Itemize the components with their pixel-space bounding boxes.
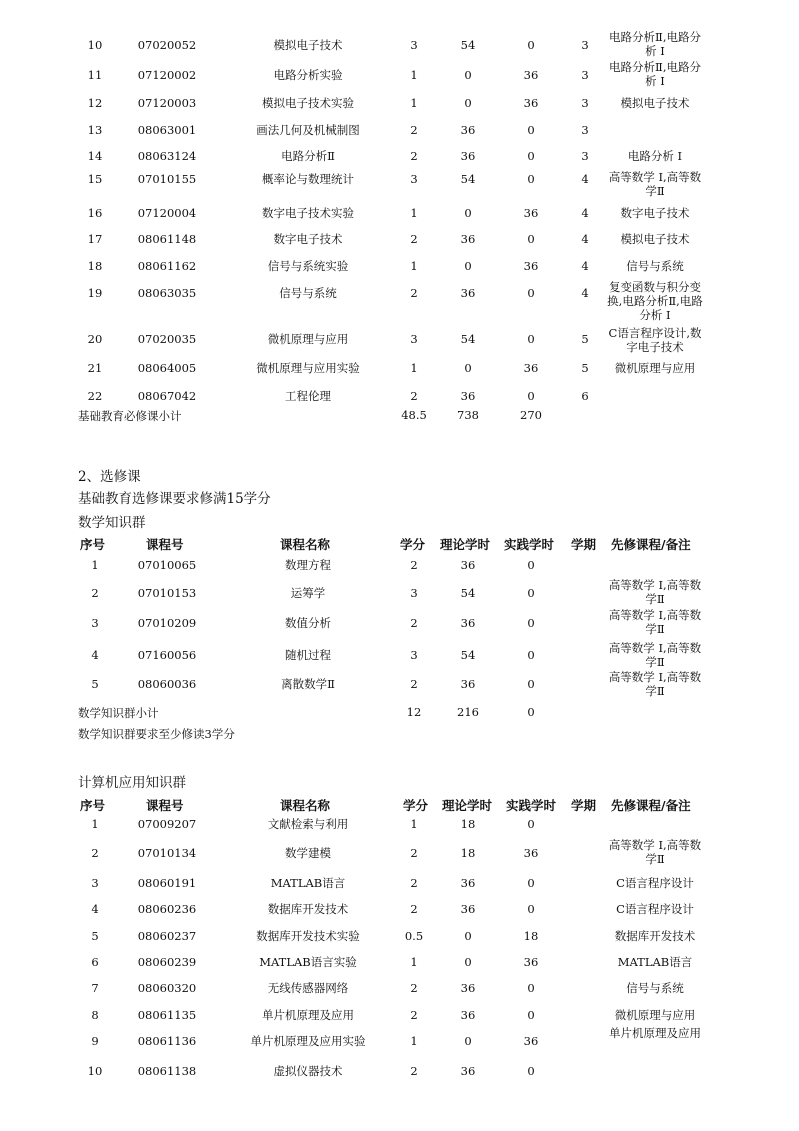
required-course-code: 08063035: [137, 286, 197, 300]
math-credit: 3: [410, 648, 418, 662]
computer-practice-hours: 0: [527, 817, 535, 831]
math-practice-hours: 0: [527, 558, 535, 572]
required-row-no: 16: [87, 206, 103, 220]
computer-credit: 2: [410, 1008, 418, 1022]
math-credit: 2: [410, 558, 418, 572]
math-theory-hours: 36: [460, 616, 476, 630]
computer-practice-hours: 0: [527, 902, 535, 916]
computer-course-name: 文献检索与利用: [267, 817, 349, 831]
required-theory-hours: 36: [460, 286, 476, 300]
computer-theory-hours: 36: [460, 876, 476, 890]
computer-theory-hours: 0: [464, 955, 472, 969]
required-course-code: 08067042: [137, 389, 197, 403]
math-course-code: 07010209: [137, 616, 197, 630]
computer-course-name: 单片机原理及应用实验: [250, 1034, 366, 1048]
math-prerequisite: 高等数学 Ⅰ,高等数学Ⅱ: [608, 641, 702, 669]
required-credit: 1: [410, 361, 418, 375]
computer-prerequisite: 单片机原理及应用: [609, 1026, 701, 1040]
math-subtotal-practice: 0: [527, 705, 535, 719]
math-course-name: 运筹学: [290, 586, 326, 600]
computer-credit: 2: [410, 1064, 418, 1078]
computer-practice-hours: 0: [527, 1008, 535, 1022]
required-credit: 2: [410, 232, 418, 246]
required-row-no: 18: [87, 259, 103, 273]
math-header-theory: 理论学时: [440, 537, 491, 552]
math-row-no: 4: [91, 648, 99, 662]
required-practice-hours: 36: [523, 96, 539, 110]
required-course-name: 电路分析实验: [273, 68, 343, 82]
required-credit: 1: [410, 96, 418, 110]
required-prerequisite: 微机原理与应用: [614, 361, 696, 375]
computer-prerequisite: C语言程序设计: [616, 876, 694, 890]
computer-header-theory: 理论学时: [442, 798, 493, 813]
computer-row-no: 10: [87, 1064, 103, 1078]
required-prerequisite: 电路分析Ⅱ,电路分析 Ⅰ: [609, 60, 701, 88]
required-theory-hours: 36: [460, 232, 476, 246]
required-course-name: 信号与系统实验: [267, 259, 349, 273]
required-course-name: 电路分析Ⅱ: [281, 149, 335, 163]
computer-practice-hours: 36: [523, 1034, 539, 1048]
required-term: 5: [581, 361, 589, 375]
math-course-name: 数理方程: [285, 558, 331, 572]
required-row-no: 15: [87, 172, 103, 186]
computer-row-no: 4: [91, 902, 99, 916]
math-theory-hours: 54: [460, 586, 476, 600]
required-credit: 2: [410, 389, 418, 403]
required-theory-hours: 36: [460, 149, 476, 163]
computer-course-name: 数据库开发技术: [267, 902, 349, 916]
math-course-code: 08060036: [137, 677, 197, 691]
computer-row-no: 9: [91, 1034, 99, 1048]
math-row-no: 5: [91, 677, 99, 691]
required-course-name: 微机原理与应用实验: [256, 361, 360, 375]
required-course-code: 08063001: [137, 123, 197, 137]
required-course-name: 画法几何及机械制图: [256, 123, 360, 137]
required-row-no: 14: [87, 149, 103, 163]
required-prerequisite: 高等数学 Ⅰ,高等数学Ⅱ: [608, 170, 702, 198]
computer-course-name: 虚拟仪器技术: [273, 1064, 343, 1078]
required-course-code: 07120002: [137, 68, 197, 82]
required-prerequisite: 电路分析 Ⅰ: [627, 149, 683, 163]
math-course-name: 随机过程: [285, 648, 331, 662]
required-subtotal-credit: 48.5: [401, 408, 427, 422]
computer-practice-hours: 18: [523, 929, 539, 943]
computer-theory-hours: 0: [464, 929, 472, 943]
required-course-code: 08063124: [137, 149, 197, 163]
math-row-no: 2: [91, 586, 99, 600]
math-header-name: 课程名称: [280, 537, 331, 552]
computer-course-name: 单片机原理及应用: [262, 1008, 354, 1022]
computer-prerequisite: 信号与系统: [626, 981, 684, 995]
required-credit: 3: [410, 332, 418, 346]
math-practice-hours: 0: [527, 616, 535, 630]
computer-course-code: 08060191: [137, 876, 197, 890]
required-course-code: 07120003: [137, 96, 197, 110]
computer-prerequisite: 微机原理与应用: [614, 1008, 696, 1022]
math-subtotal-credit: 12: [406, 705, 422, 719]
computer-credit: 2: [410, 981, 418, 995]
required-theory-hours: 36: [460, 389, 476, 403]
computer-row-no: 7: [91, 981, 99, 995]
computer-theory-hours: 18: [460, 817, 476, 831]
required-course-name: 概率论与数理统计: [262, 172, 354, 186]
required-practice-hours: 0: [527, 286, 535, 300]
required-prerequisite: 电路分析Ⅱ,电路分析 Ⅰ: [609, 30, 701, 58]
computer-course-code: 08061138: [137, 1064, 197, 1078]
math-prerequisite: 高等数学 Ⅰ,高等数学Ⅱ: [608, 670, 702, 698]
computer-course-code: 08060320: [137, 981, 197, 995]
computer-credit: 0.5: [404, 929, 424, 943]
computer-theory-hours: 36: [460, 1064, 476, 1078]
required-term: 6: [581, 389, 589, 403]
computer-credit: 2: [410, 876, 418, 890]
required-theory-hours: 0: [464, 259, 472, 273]
required-row-no: 11: [87, 68, 103, 82]
computer-practice-hours: 0: [527, 876, 535, 890]
required-prerequisite: 模拟电子技术: [620, 96, 690, 110]
required-row-no: 20: [87, 332, 103, 346]
math-header-credit: 学分: [400, 537, 426, 552]
required-practice-hours: 0: [527, 389, 535, 403]
computer-practice-hours: 0: [527, 981, 535, 995]
required-theory-hours: 36: [460, 123, 476, 137]
math-practice-hours: 0: [527, 648, 535, 662]
required-course-name: 数字电子技术实验: [262, 206, 354, 220]
math-group-title: 数学知识群: [78, 515, 146, 531]
math-theory-hours: 36: [460, 677, 476, 691]
required-course-code: 08061162: [137, 259, 197, 273]
math-subtotal-theory: 216: [457, 705, 479, 719]
computer-theory-hours: 18: [460, 846, 476, 860]
required-practice-hours: 0: [527, 149, 535, 163]
math-row-no: 1: [91, 558, 99, 572]
computer-theory-hours: 36: [460, 981, 476, 995]
required-practice-hours: 0: [527, 123, 535, 137]
required-practice-hours: 0: [527, 332, 535, 346]
math-course-name: 数值分析: [285, 616, 331, 630]
computer-course-name: 数学建模: [285, 846, 331, 860]
math-header-practice: 实践学时: [504, 537, 555, 552]
math-subtotal-label: 数学知识群小计: [78, 706, 159, 720]
required-row-no: 22: [87, 389, 103, 403]
required-course-code: 07120004: [137, 206, 197, 220]
required-credit: 1: [410, 206, 418, 220]
computer-course-code: 08060236: [137, 902, 197, 916]
required-course-name: 微机原理与应用: [267, 332, 349, 346]
computer-row-no: 2: [91, 846, 99, 860]
math-prerequisite: 高等数学 Ⅰ,高等数学Ⅱ: [608, 608, 702, 636]
computer-theory-hours: 36: [460, 1008, 476, 1022]
computer-header-prereq: 先修课程/备注: [611, 798, 691, 813]
computer-prerequisite: 数据库开发技术: [614, 929, 696, 943]
computer-course-name: MATLAB语言: [270, 876, 346, 890]
required-course-name: 信号与系统: [279, 286, 337, 300]
required-theory-hours: 54: [460, 38, 476, 52]
required-prerequisite: 信号与系统: [626, 259, 684, 273]
required-theory-hours: 0: [464, 96, 472, 110]
computer-credit: 1: [410, 817, 418, 831]
required-course-name: 数字电子技术: [273, 232, 343, 246]
computer-theory-hours: 36: [460, 902, 476, 916]
computer-credit: 2: [410, 902, 418, 916]
required-course-name: 模拟电子技术: [273, 38, 343, 52]
math-course-code: 07010153: [137, 586, 197, 600]
required-practice-hours: 0: [527, 38, 535, 52]
required-practice-hours: 36: [523, 259, 539, 273]
computer-credit: 1: [410, 955, 418, 969]
required-credit: 3: [410, 172, 418, 186]
required-prerequisite: 数字电子技术: [620, 206, 690, 220]
math-course-code: 07160056: [137, 648, 197, 662]
required-practice-hours: 36: [523, 206, 539, 220]
required-term: 3: [581, 38, 589, 52]
math-header-code: 课程号: [146, 537, 184, 552]
computer-course-code: 07009207: [137, 817, 197, 831]
required-practice-hours: 36: [523, 68, 539, 82]
required-term: 4: [581, 286, 589, 300]
required-theory-hours: 0: [464, 361, 472, 375]
computer-course-name: 数据库开发技术实验: [256, 929, 360, 943]
math-header-term: 学期: [571, 537, 597, 552]
elective-heading: 2、选修课: [78, 469, 141, 485]
required-term: 3: [581, 149, 589, 163]
required-row-no: 12: [87, 96, 103, 110]
math-header-no: 序号: [80, 537, 106, 552]
computer-row-no: 1: [91, 817, 99, 831]
computer-course-code: 08060237: [137, 929, 197, 943]
required-credit: 2: [410, 123, 418, 137]
required-row-no: 17: [87, 232, 103, 246]
required-subtotal-label: 基础教育必修课小计: [78, 409, 182, 423]
computer-credit: 1: [410, 1034, 418, 1048]
computer-course-code: 08060239: [137, 955, 197, 969]
computer-prerequisite: C语言程序设计: [616, 902, 694, 916]
computer-header-credit: 学分: [403, 798, 429, 813]
required-credit: 2: [410, 149, 418, 163]
math-theory-hours: 54: [460, 648, 476, 662]
required-course-code: 07020035: [137, 332, 197, 346]
required-practice-hours: 0: [527, 172, 535, 186]
required-course-code: 08061148: [137, 232, 197, 246]
math-course-name: 离散数学Ⅱ: [281, 677, 335, 691]
computer-row-no: 6: [91, 955, 99, 969]
computer-practice-hours: 36: [523, 846, 539, 860]
required-theory-hours: 54: [460, 172, 476, 186]
math-group-note: 数学知识群要求至少修读3学分: [78, 727, 235, 741]
required-row-no: 10: [87, 38, 103, 52]
required-subtotal-practice: 270: [520, 408, 542, 422]
required-prerequisite: 复变函数与积分变换,电路分析Ⅱ,电路分析 Ⅰ: [607, 280, 703, 322]
required-term: 3: [581, 123, 589, 137]
required-credit: 3: [410, 38, 418, 52]
computer-practice-hours: 36: [523, 955, 539, 969]
computer-course-name: MATLAB语言实验: [259, 955, 357, 969]
math-practice-hours: 0: [527, 586, 535, 600]
computer-credit: 2: [410, 846, 418, 860]
math-credit: 2: [410, 677, 418, 691]
required-theory-hours: 0: [464, 68, 472, 82]
computer-theory-hours: 0: [464, 1034, 472, 1048]
required-row-no: 19: [87, 286, 103, 300]
required-term: 4: [581, 232, 589, 246]
required-term: 4: [581, 206, 589, 220]
required-course-name: 模拟电子技术实验: [262, 96, 354, 110]
math-theory-hours: 36: [460, 558, 476, 572]
required-course-code: 07010155: [137, 172, 197, 186]
required-prerequisite: 模拟电子技术: [620, 232, 690, 246]
required-term: 4: [581, 259, 589, 273]
required-subtotal-theory: 738: [457, 408, 479, 422]
computer-course-code: 07010134: [137, 846, 197, 860]
required-credit: 2: [410, 286, 418, 300]
computer-prerequisite: MATLAB语言: [617, 955, 693, 969]
math-header-prereq: 先修课程/备注: [611, 537, 691, 552]
math-practice-hours: 0: [527, 677, 535, 691]
math-credit: 3: [410, 586, 418, 600]
required-credit: 1: [410, 68, 418, 82]
computer-header-code: 课程号: [146, 798, 184, 813]
required-course-code: 07020052: [137, 38, 197, 52]
computer-header-no: 序号: [80, 798, 106, 813]
computer-header-practice: 实践学时: [506, 798, 557, 813]
required-course-name: 工程伦理: [285, 389, 331, 403]
required-row-no: 13: [87, 123, 103, 137]
required-theory-hours: 0: [464, 206, 472, 220]
required-term: 5: [581, 332, 589, 346]
computer-row-no: 8: [91, 1008, 99, 1022]
computer-course-code: 08061135: [137, 1008, 197, 1022]
required-row-no: 21: [87, 361, 103, 375]
computer-header-name: 课程名称: [280, 798, 331, 813]
required-term: 3: [581, 96, 589, 110]
required-prerequisite: C语言程序设计,数字电子技术: [608, 326, 702, 354]
required-term: 3: [581, 68, 589, 82]
computer-course-code: 08061136: [137, 1034, 197, 1048]
math-row-no: 3: [91, 616, 99, 630]
computer-course-name: 无线传感器网络: [267, 981, 349, 995]
required-term: 4: [581, 172, 589, 186]
math-prerequisite: 高等数学 Ⅰ,高等数学Ⅱ: [608, 578, 702, 606]
required-credit: 1: [410, 259, 418, 273]
computer-row-no: 5: [91, 929, 99, 943]
required-course-code: 08064005: [137, 361, 197, 375]
math-credit: 2: [410, 616, 418, 630]
computer-practice-hours: 0: [527, 1064, 535, 1078]
required-practice-hours: 0: [527, 232, 535, 246]
computer-row-no: 3: [91, 876, 99, 890]
required-practice-hours: 36: [523, 361, 539, 375]
math-course-code: 07010065: [137, 558, 197, 572]
elective-requirement: 基础教育选修课要求修满15学分: [78, 491, 271, 507]
computer-group-title: 计算机应用知识群: [78, 775, 186, 791]
computer-header-term: 学期: [571, 798, 597, 813]
computer-prerequisite: 高等数学 Ⅰ,高等数学Ⅱ: [608, 838, 702, 866]
required-theory-hours: 54: [460, 332, 476, 346]
